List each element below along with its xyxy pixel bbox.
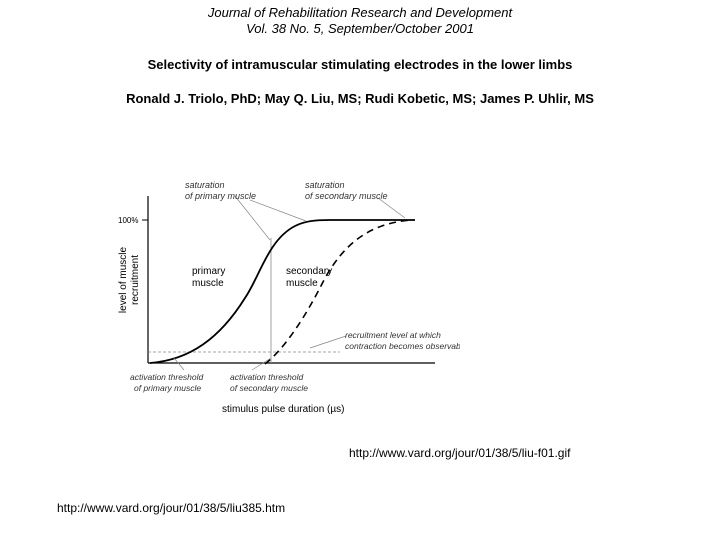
page-url-text: http://www.vard.org/jour/01/38/5/liu385.htm xyxy=(57,501,286,515)
figure-url-text: http://www.vard.org/jour/01/38/5/liu-f01.gif xyxy=(349,446,571,460)
y-tick-label: 100% xyxy=(118,216,139,225)
x-axis-label: stimulus pulse duration (µs) xyxy=(222,404,345,415)
recruitment-level-line1: recruitment level at which xyxy=(345,330,441,340)
saturation-secondary-line1: saturation xyxy=(305,180,345,190)
article-authors: Ronald J. Triolo, PhD; May Q. Liu, MS; Rudi Kobetic, MS; James P. Uhlir, MS xyxy=(126,91,594,106)
leader-saturation-secondary xyxy=(378,198,405,218)
primary-label-line2: muscle xyxy=(192,278,224,289)
saturation-primary-line1: saturation xyxy=(185,180,225,190)
activation-secondary-line2: of secondary muscle xyxy=(230,383,308,393)
leader-activation-primary xyxy=(174,358,184,370)
secondary-label-line1: secondary xyxy=(286,266,333,277)
article-title: Selectivity of intramuscular stimulating electrodes in the lower limbs xyxy=(147,57,573,72)
recruitment-figure xyxy=(100,168,460,423)
leader-activation-secondary xyxy=(252,358,271,370)
y-axis-label-line2: recruitment xyxy=(130,254,141,306)
activation-primary-line1: activation threshold xyxy=(130,372,204,382)
activation-primary-line2: of primary muscle xyxy=(134,383,202,393)
recruitment-diagram xyxy=(100,168,460,418)
activation-secondary-line1: activation threshold xyxy=(230,372,304,382)
saturation-secondary-line2: of secondary muscle xyxy=(305,191,388,201)
y-axis-label-line1: level of muscle xyxy=(118,246,129,314)
journal-volume: Vol. 38 No. 5, September/October 2001 xyxy=(246,21,474,36)
leader-saturation-primary xyxy=(235,196,270,240)
leader-saturation-primary-2 xyxy=(250,200,306,221)
journal-name: Journal of Rehabilitation Research and Development xyxy=(207,5,513,20)
saturation-primary-line2: of primary muscle xyxy=(185,191,257,201)
leader-recruitment-level xyxy=(310,336,346,348)
recruitment-level-line2: contraction becomes observable xyxy=(345,341,460,351)
secondary-label-line2: muscle xyxy=(286,278,318,289)
primary-label-line1: primary xyxy=(192,266,226,277)
